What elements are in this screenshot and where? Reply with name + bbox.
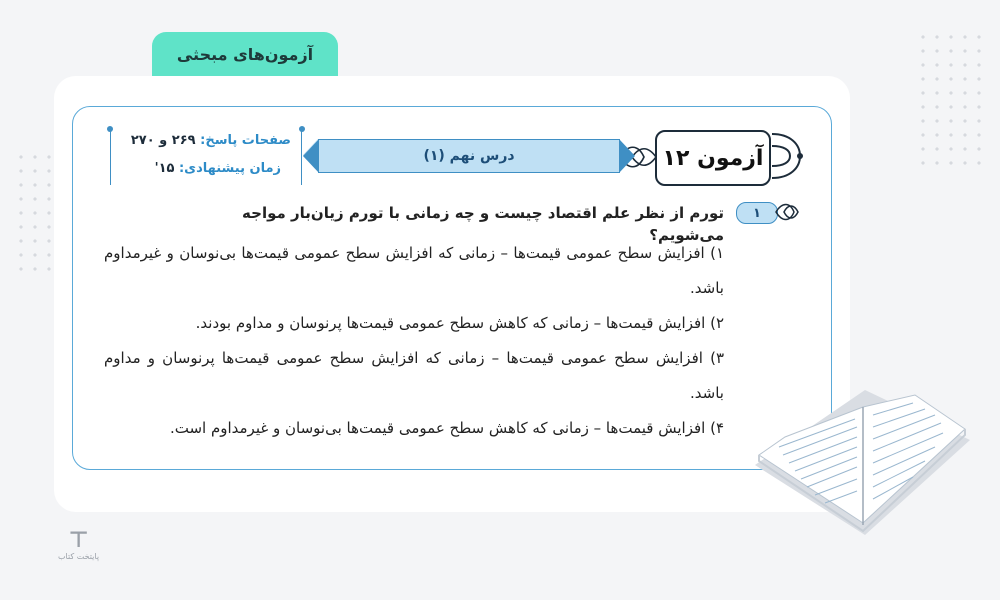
ornament-knot-icon [774,200,800,224]
brand-text: پایتخت کتاب [58,552,100,561]
suggested-time [155,161,281,176]
option-2[interactable]: ۲) افزایش قیمت‌ها – زمانی که کاهش سطح عمومی قیمت‌ها پرنوسان و مداوم بودند. [195,314,724,332]
answer-options [104,236,724,446]
option-1[interactable]: ۱) افزایش سطح عمومی قیمت‌ها – زمانی که افزایش سطح عمومی قیمت‌ها بی‌نوسان و غیرمداوم باشد. [104,244,724,297]
question-number: ۱ [736,202,778,224]
question-text: تورم از نظر علم اقتصاد چیست و چه زمانی با تورم زیان‌بار مواجه می‌شویم؟ [242,204,724,244]
option-4[interactable]: ۴) افزایش قیمت‌ها – زمانی که کاهش سطح عمومی قیمت‌ها بی‌نوسان و غیرمداوم است. [169,419,724,437]
suggested-time-label: زمان پیشنهادی: [178,161,281,176]
answer-pages [131,133,291,148]
section-tag: آزمون‌های مبحثی [152,32,338,76]
open-book-illustration [745,385,980,560]
suggested-time-value: ۱۵' [154,161,175,176]
brand-logo-icon: ⊤ [68,528,89,553]
test-title-badge: آزمون ۱۲ [655,130,771,186]
brand-logo [58,530,99,561]
answer-pages-label: صفحات پاسخ: [200,133,291,148]
answer-pages-value: ۲۶۹ و ۲۷۰ [130,133,196,148]
lesson-label: درس نهم (۱) [318,139,620,173]
option-3[interactable]: ۳) افزایش سطح عمومی قیمت‌ها – زمانی که افزایش سطح عمومی قیمت‌ها پرنوسان و مداوم باشد. [104,349,724,402]
info-box [110,129,302,185]
decorative-dots-left [14,150,54,280]
decorative-dots [916,30,986,170]
ornament-knot-icon [770,128,804,184]
